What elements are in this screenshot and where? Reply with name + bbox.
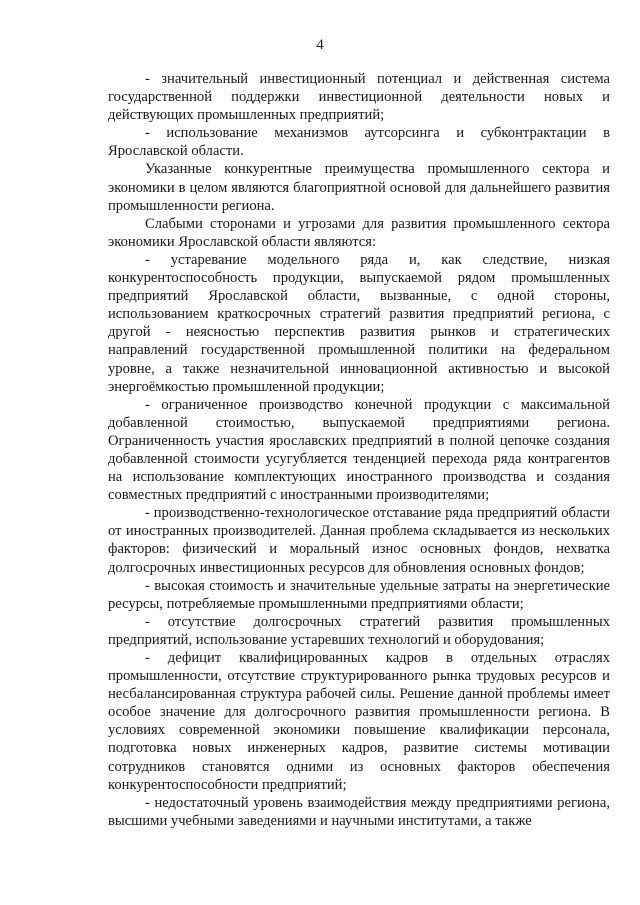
- paragraph-weaknesses-intro: Слабыми сторонами и угрозами для развития промышленного сектора экономики Ярославской области являются:: [108, 215, 610, 250]
- paragraph-personnel-deficit: - дефицит квалифицированных кадров в отдельных отраслях промышленности, отсутствие структурированного рынка трудовых ресурсов и несбалансированная структура рабочей силы. Решение данной проблемы имеет особое значение для долгосрочного развития промышленности региона. В условиях современной экономики повышение квалификации персонала, подготовка новых инженерных кадров, развитие системы мотивации сотрудников становятся одними из основных факторов обеспечения конкурентоспособности предприятий;: [108, 650, 610, 793]
- paragraph-outsourcing: - использование механизмов аутсорсинга и субконтрактации в Ярославской области.: [108, 125, 610, 160]
- paragraph-insufficient-cooperation: - недостаточный уровень взаимодействия между предприятиями региона, высшими учебными заведениями и научными институтами, а также: [108, 794, 610, 829]
- paragraph-technological-lag: - производственно-технологическое отставание ряда предприятий области от иностранных производителей. Данная проблема складывается из нескольких факторов: физический и моральный износ основных фондов, нехватка долгосрочных инвестиционных ресурсов для обновления основных фондов;: [108, 505, 610, 576]
- paragraph-investment-potential: - значительный инвестиционный потенциал и действенная система государственной поддержки инвестиционной деятельности новых и действующих промышленных предприятий;: [108, 71, 610, 124]
- paragraph-outdated-models: - устаревание модельного ряда и, как следствие, низкая конкурентоспособность продукции, выпускаемой рядом промышленных предприятий Ярославской области, вызванные, с одной стороны, использованием краткосрочных стратегий развития предприятий региона, с другой - неясностью перспектив развития рынков и стратегических направлений государственной промышленной политики на федеральном уровне, а также незначительной инновационной активностью и высокой энергоёмкостью промышленной продукции;: [108, 251, 610, 395]
- paragraph-energy-costs: - высокая стоимость и значительные удельные затраты на энергетические ресурсы, потребляемые промышленными предприятиями области;: [108, 577, 610, 612]
- paragraph-limited-production: - ограниченное производство конечной продукции с максимальной добавленной стоимостью, выпускаемой предприятиями региона. Ограниченность участия ярославских предприятий в полной цепочке создания добавленной стоимости усугубляется тенденцией перехода ряда контрагентов на использование комплектующих иностранного производства и создания совместных предприятий с иностранными производителями;: [108, 396, 610, 504]
- page-number: 4: [316, 37, 324, 53]
- paragraph-competitive-advantages: Указанные конкурентные преимущества промышленного сектора и экономики в целом являются благоприятной основой для дальнейшего развития промышленности региона.: [108, 161, 610, 214]
- paragraph-no-long-term-strategy: - отсутствие долгосрочных стратегий развития промышленных предприятий, использование устаревших технологий и оборудования;: [108, 613, 610, 648]
- document-body: [108, 70, 610, 830]
